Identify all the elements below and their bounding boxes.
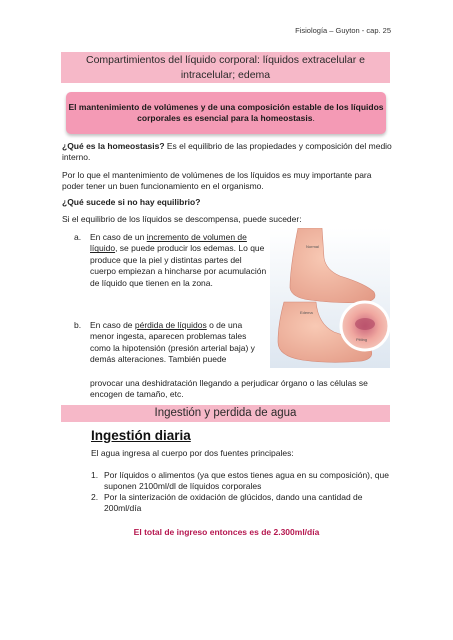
ingestion-total: El total de ingreso entonces es de 2.300ml/día [133, 527, 320, 537]
label-normal: Normal [306, 244, 319, 249]
page-header: Fisiología – Guyton - cap. 25 [295, 26, 391, 35]
label-pitting: Pitting [356, 337, 368, 342]
callout-text: El mantenimiento de volúmenes y de una composición estable de los líquidos corporales es esencial para la homeostasis. [68, 102, 384, 123]
ingestion-intro: El agua ingresa al cuerpo por dos fuentes principales: [91, 448, 294, 458]
label-edema: Edema [300, 310, 313, 315]
imbalance-intro: Si el equilibrio de los líquidos se descompensa, puede suceder: [62, 214, 302, 224]
edema-foot-svg [270, 228, 390, 368]
volume-importance-paragraph: Por lo que el mantenimiento de volúmenes de los líquidos es muy importante para poder tener un buen funcionamiento en el organismo. [62, 170, 372, 191]
section-title-compartimientos: Compartimientos del líquido corporal: líquidos extracelular e intracelular; edema [61, 52, 390, 83]
edema-foot-illustration [270, 228, 390, 368]
homeostasis-callout [66, 92, 386, 134]
imbalance-question: ¿Qué sucede si no hay equilibrio? [62, 197, 201, 207]
homeostasis-definition: ¿Qué es la homeostasis? Es el equilibrio de las propiedades y composición del medio interno. [62, 141, 392, 162]
pitting-depression [355, 318, 375, 330]
ingestion-subheading: Ingestión diaria [91, 428, 191, 443]
section-title-ingestion: Ingestión y perdida de agua [61, 405, 390, 422]
list-item-fluid-loss-continued: provocar una deshidratación llegando a perjudicar órgano o las células se encogen de tamaño, etc. [90, 378, 368, 400]
